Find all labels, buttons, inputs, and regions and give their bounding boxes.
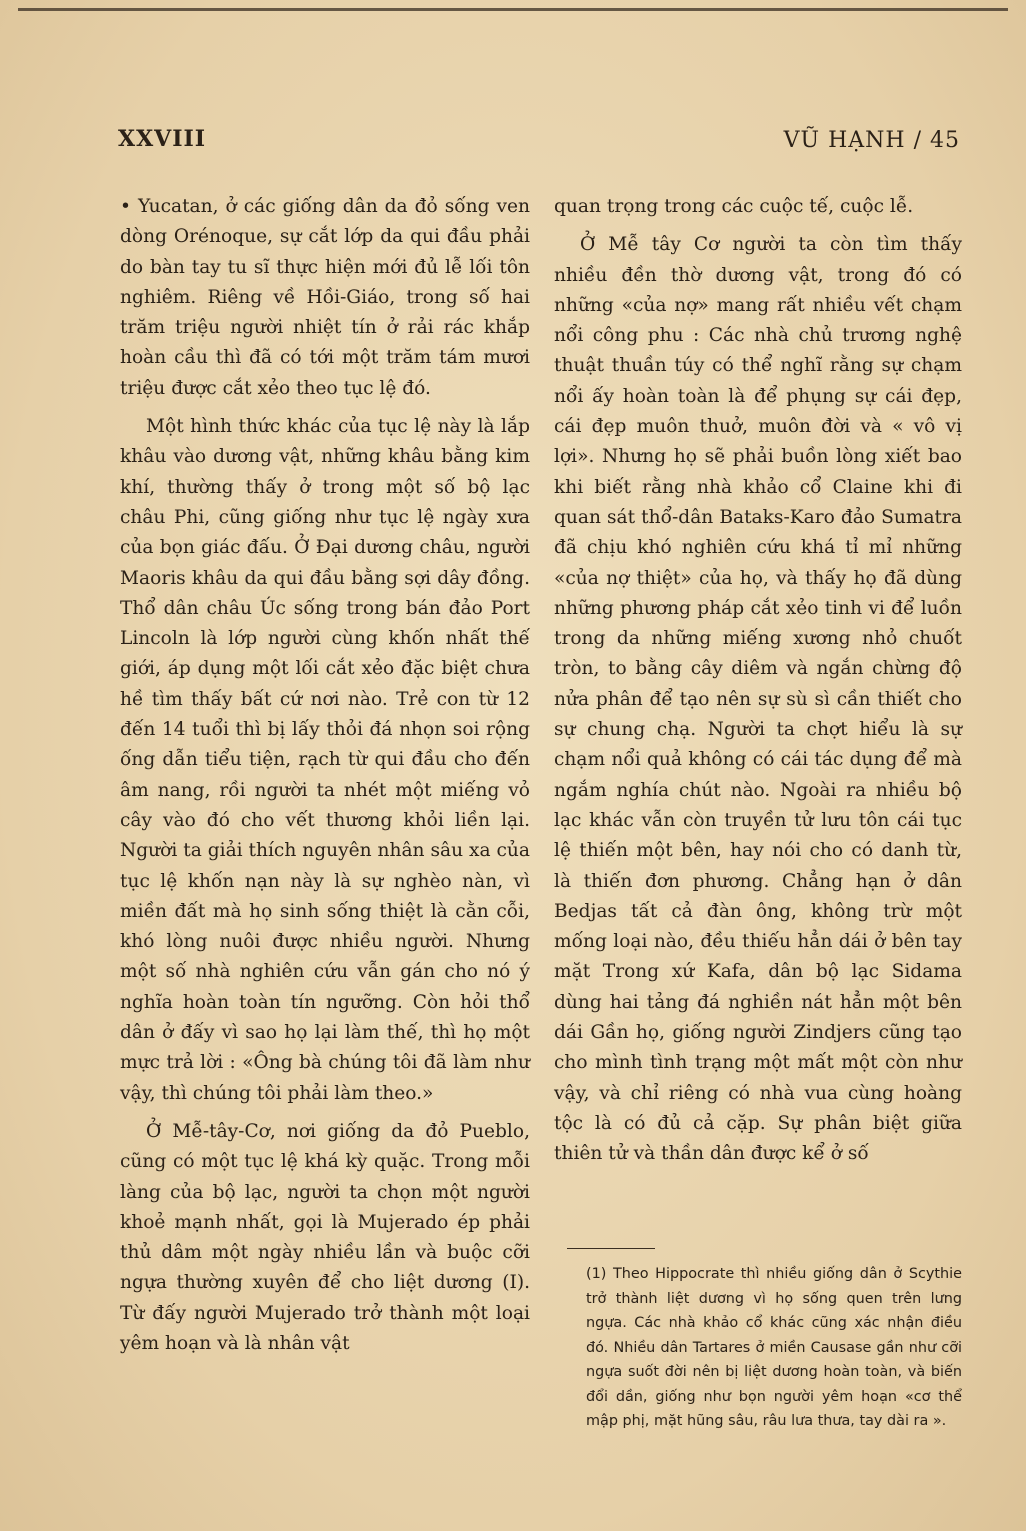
running-header-chapter: XXVIII (118, 126, 207, 152)
header-separator: / (913, 128, 922, 153)
page-number: 45 (930, 128, 960, 153)
running-header-author: VŨ HẠNH (783, 128, 906, 153)
running-header-right (784, 128, 960, 153)
paragraph: Ở Mễ tây Cơ người ta còn tìm thấy nhiều đền thờ dương vật, trong đó có những «của nợ» mang rất nhiều vết chạm nổi công phu : Các nhà chủ trương nghệ thuật thuần túy có thể nghĩ rằng sự chạm nổi ấy hoàn toàn là để phụng sự cái đẹp, cái đẹp muôn thuở, muôn đời và « vô vị lợi». Nhưng họ sẽ phải buồn lòng xiết bao khi biết rằng nhà khảo cổ Claine khi đi quan sát thổ-dân Bataks-Karo đảo Sumatra đã chịu khó nghiên cứu khá tỉ mỉ những «của nợ thiệt» của họ, và thấy họ đã dùng những phương pháp cắt xẻo tinh vi để luồn trong da những miếng xương nhỏ chuốt tròn, to bằng cây diêm và ngắn chừng độ nửa phân để tạo nên sự sù sì cần thiết cho sự chung chạ. Người ta chợt hiểu là sự chạm nổi quả không có cái tác dụng để mà ngắm nghía chút nào. Ngoài ra nhiều bộ lạc khác vẫn còn truyền tử lưu tôn cái tục lệ thiến một bên, hay nói cho có danh từ, là thiến đơn phương. Chẳng hạn ở dân Bedjas tất cả đàn ông, không trừ một mống loại nào, đều thiếu hẳn dái ở bên tay mặt Trong xứ Kafa, dân bộ lạc Sidama dùng hai tảng đá nghiền nát hẳn một bên dái Gần họ, giống người Zindjers cũng tạo cho mình tình trạng một mất một còn như vậy, và chỉ riêng có nhà vua cùng hoàng tộc là có đủ cả cặp. Sự phân biệt giữa thiên tử và thần dân được kể ở số (554, 234, 962, 1165)
paragraph: Ở Mễ-tây-Cơ, nơi giống da đỏ Pueblo, cũng có một tục lệ khá kỳ quặc. Trong mỗi làng của bộ lạc, người ta chọn một người khoẻ mạnh nhất, gọi là Mujerado ép phải thủ dâm một ngày nhiều lần và buộc cỡi ngựa thường xuyên để cho liệt dương (I). Từ đấy người Mujerado trở thành một loại yêm hoạn và là nhân vật (120, 1120, 530, 1354)
right-text-column (554, 192, 962, 1170)
left-text-column (120, 192, 530, 1359)
top-edge-rule (18, 8, 1008, 11)
footnote-divider (567, 1248, 655, 1249)
footnote: (1) Theo Hippocrate thì nhiều giống dân ở Scythie trở thành liệt dương vì họ sống quen trên lưng ngựa. Các nhà khảo cổ khác cũng xác nhận điều đó. Nhiều dân Tartares ở miền Causase gần như cỡi ngựa suốt đời nên bị liệt dương hoàn toàn, và biến đổi dần, giống như bọn người yêm hoạn «cơ thể mập phị, mặt hũng sâu, râu lưa thưa, tay dài ra ». (586, 1266, 962, 1429)
paragraph: quan trọng trong các cuộc tế, cuộc lễ. (554, 196, 914, 217)
paragraph: • Yucatan, ở các giống dân da đỏ sống ven dòng Orénoque, sự cắt lớp da qui đầu phải do bàn tay tu sĩ thực hiện mới đủ lễ lối tôn nghiêm. Riêng về Hồi-Giáo, trong số hai trăm triệu người nhiệt tín ở rải rác khắp hoàn cầu thì đã có tới một trăm tám mươi triệu được cắt xẻo theo tục lệ đó. (120, 196, 530, 399)
paragraph: Một hình thức khác của tục lệ này là lắp khâu vào dương vật, những khâu bằng kim khí, thường thấy ở trong một số bộ lạc châu Phi, cũng giống như tục lệ ngày xưa của bọn giác đấu. Ở Đại dương châu, người Maoris khâu da qui đầu bằng sợi dây đồng. Thổ dân châu Úc sống trong bán đảo Port Lincoln là lớp người cùng khốn nhất thế giới, áp dụng một lối cắt xẻo đặc biệt chưa hề tìm thấy bất cứ nơi nào. Trẻ con từ 12 đến 14 tuổi thì bị lấy thỏi đá nhọn soi rộng ống dẫn tiểu tiện, rạch từ qui đầu cho đến âm nang, rồi người ta nhét một miếng vỏ cây vào đó cho vết thương khỏi liền lại. Người ta giải thích nguyên nhân sâu xa của tục lệ khốn nạn này là sự nghèo nàn, vì miền đất mà họ sinh sống thiệt là cằn cỗi, khó lòng nuôi được nhiều người. Nhưng một số nhà nghiên cứu vẫn gán cho nó ý nghĩa hoàn toàn tín ngưỡng. Còn hỏi thổ dân ở đấy vì sao họ lại làm thế, thì họ một mực trả lời : «Ông bà chúng tôi đã làm như vậy, thì chúng tôi phải làm theo.» (120, 416, 530, 1104)
